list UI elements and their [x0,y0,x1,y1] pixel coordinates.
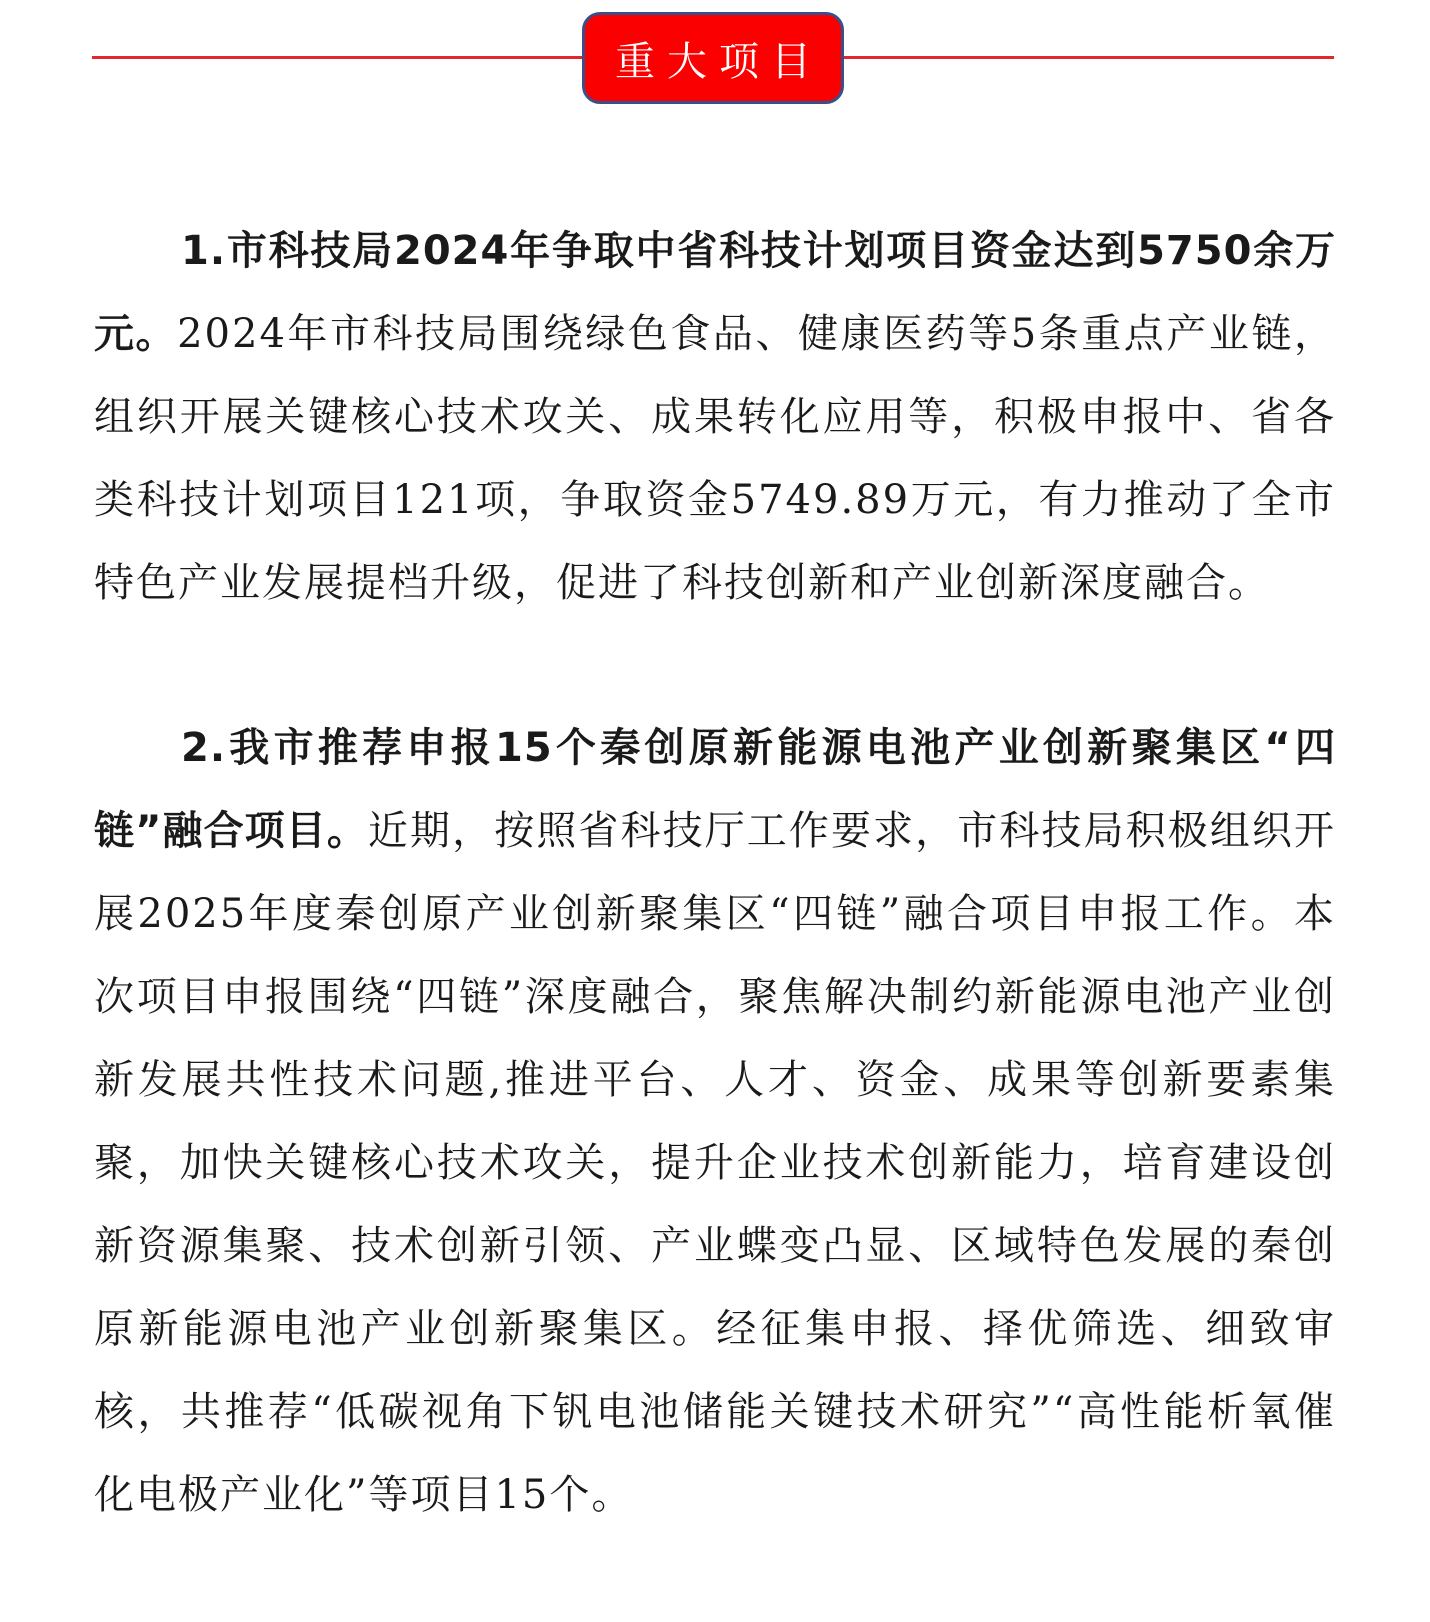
news-item-1-headline: 1.市科技局2024年争取中省科技计划项目资金达到5750余万元。 [94,228,1336,357]
news-item-1 [94,210,1336,625]
news-item-2-headline: 2.我市推荐申报15个秦创原新能源电池产业创新聚集区“四链”融合项目。 [94,725,1336,854]
news-item-2-body: 近期，按照省科技厅工作要求，市科技局积极组织开展2025年度秦创原产业创新聚集区“四链”融合项目申报工作。本次项目申报围绕“四链”深度融合，聚焦解决制约新能源电池产业创新发展共性技术问题,推进平台、人才、资金、成果等创新要素集聚，加快关键核心技术攻关，提升企业技术创新能力，培育建设创新资源集聚、技术创新引领、产业蝶变凸显、区域特色发展的秦创原新能源电池产业创新聚集区。经征集申报、择优筛选、细致审核，共推荐“低碳视角下钒电池储能关键技术研究”“高性能析氧催化电极产业化”等项目15个。 [94,808,1337,1518]
news-item-2 [94,707,1336,1537]
news-item-1-body: 2024年市科技局围绕绿色食品、健康医药等5条重点产业链，组织开展关键核心技术攻关、成果转化应用等，积极申报中、省各类科技计划项目121项，争取资金5749.89万元，有力推动了全市特色产业发展提档升级，促进了科技创新和产业创新深度融合。 [94,311,1336,606]
section-title-badge: 重大项目 [582,12,844,104]
document-body [94,210,1336,1537]
